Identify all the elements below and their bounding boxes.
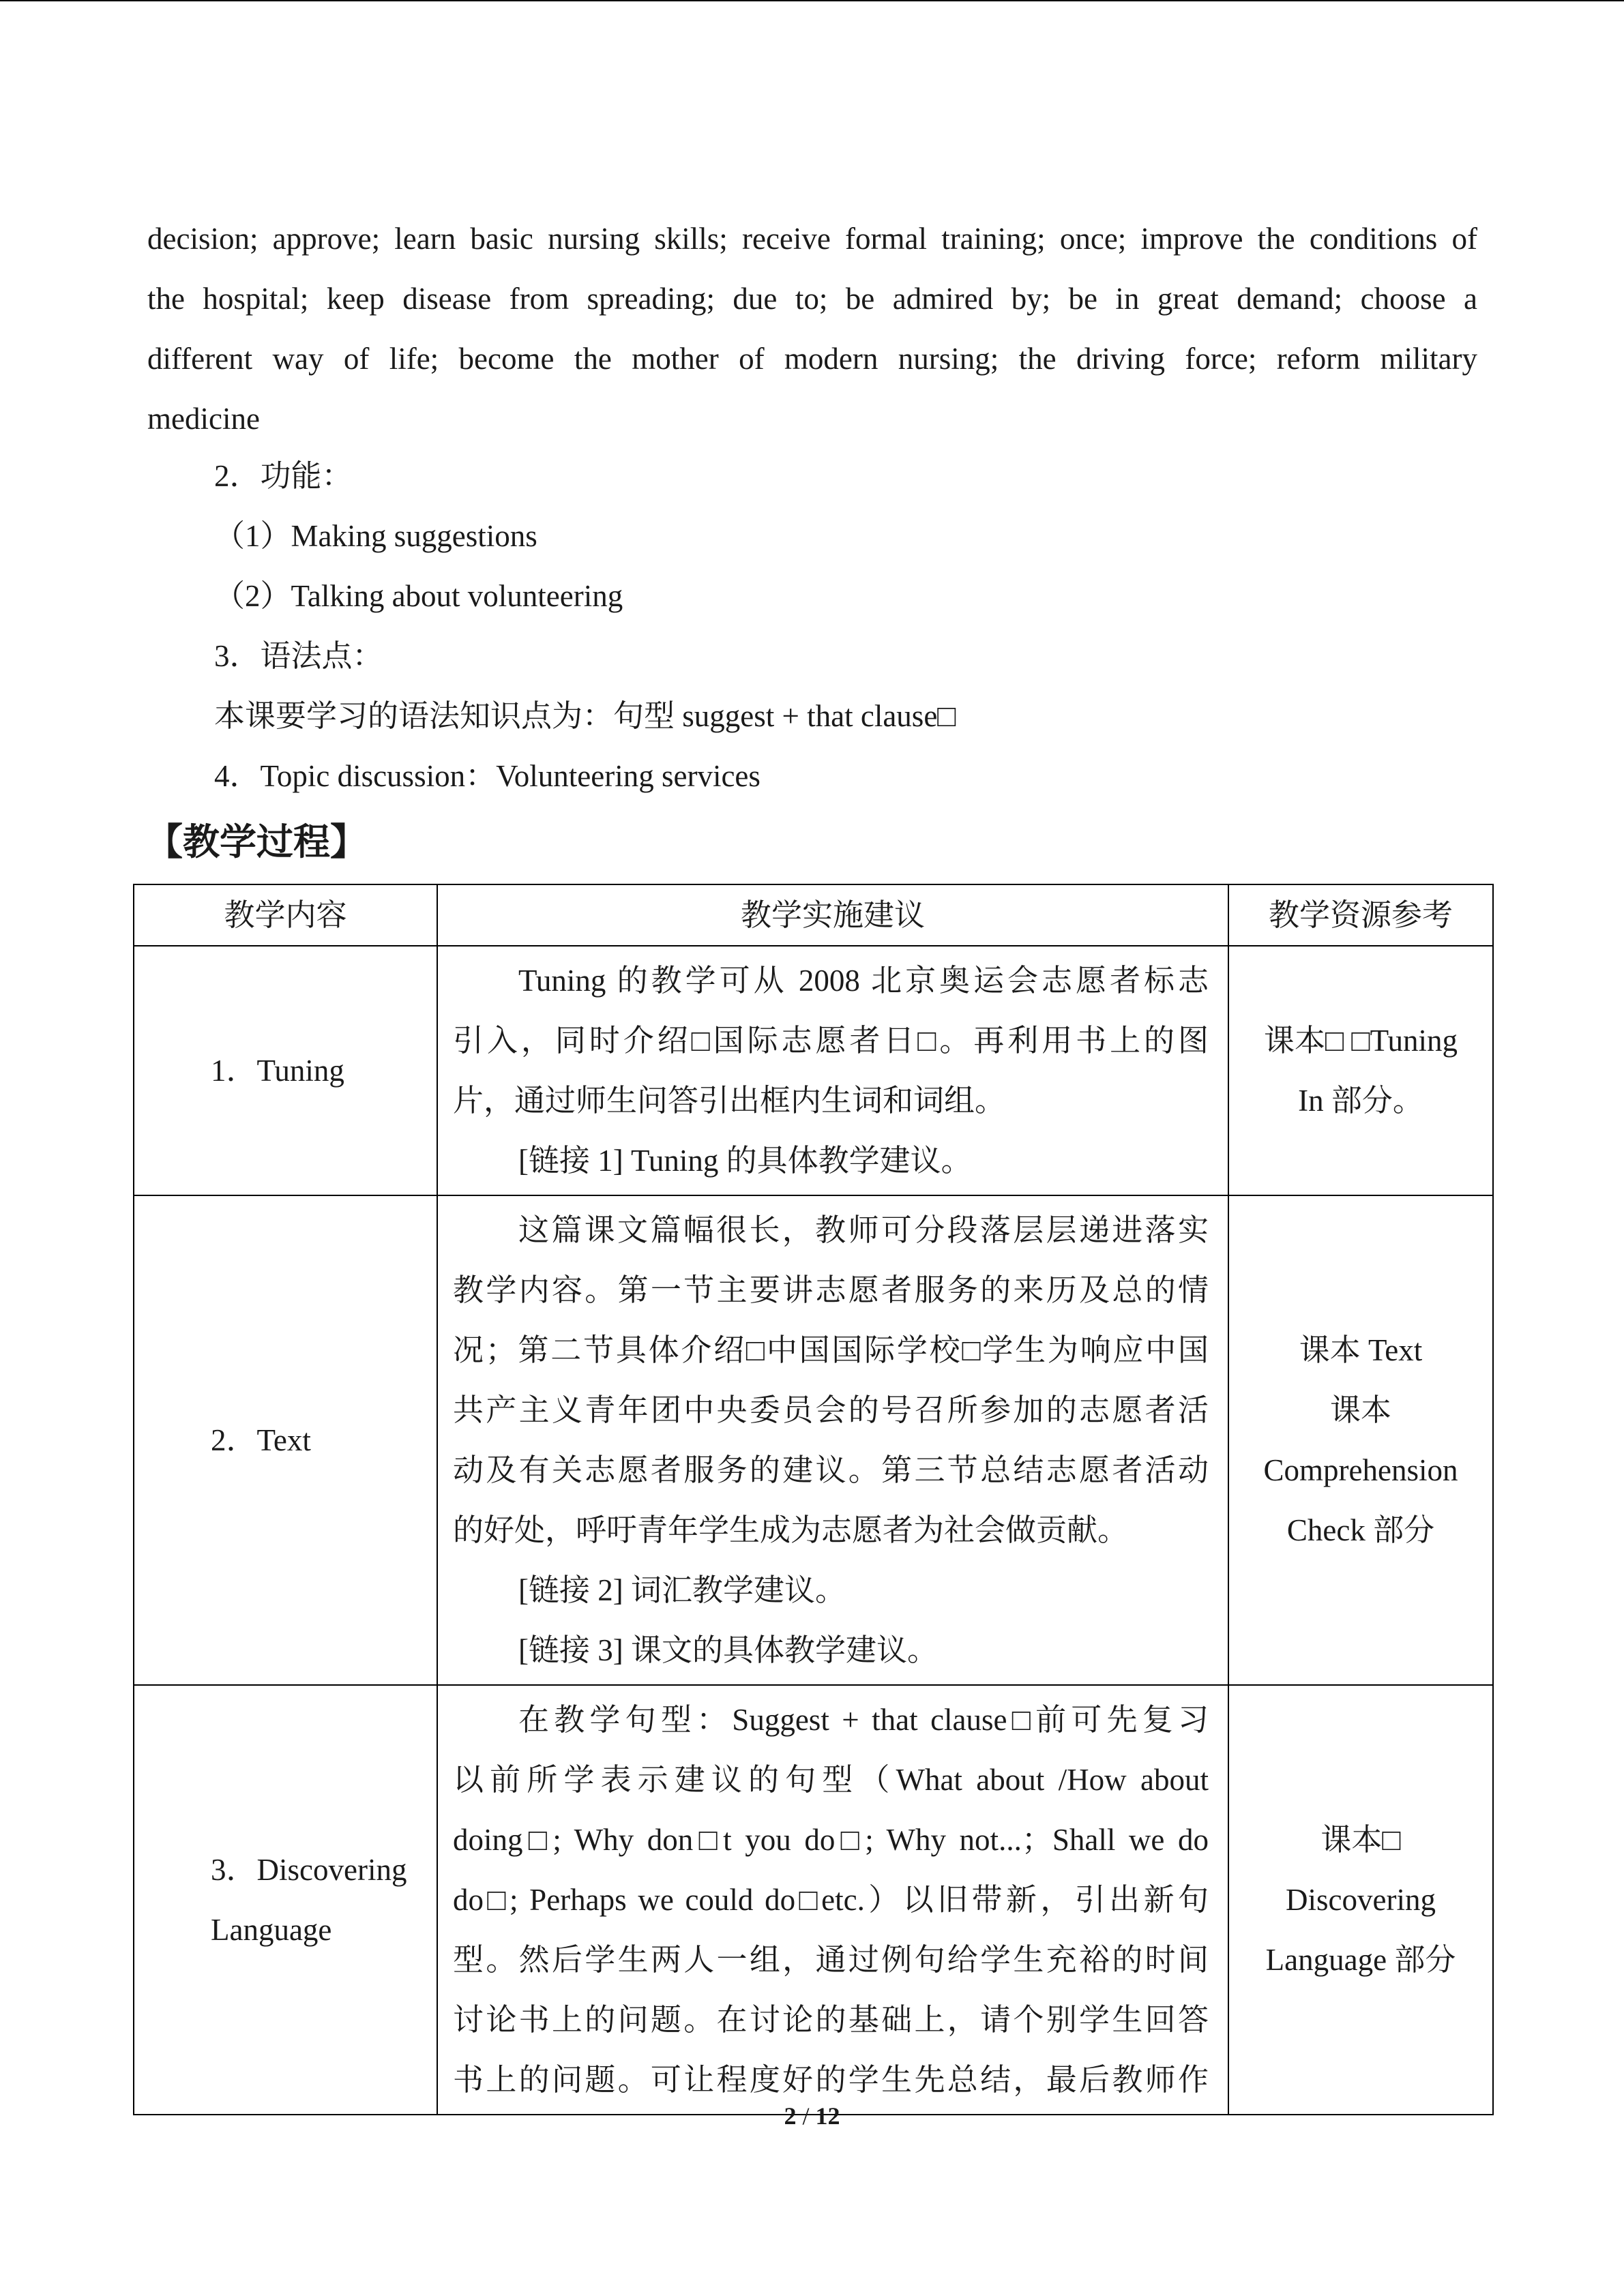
- header-suggestion: 教学实施建议: [437, 884, 1228, 946]
- row-suggestion: [437, 946, 1228, 1195]
- suggestion-line: [链接 2] 词汇教学建议。: [518, 1573, 846, 1607]
- suggestion-line: 书上的问题。可让程度好的学生先总结，最后教师作: [453, 2063, 1209, 2097]
- suggestion-line: do□; Perhaps we could do□etc.）以旧带新，引出新句: [453, 1883, 1209, 1917]
- page-current: 2: [784, 2102, 797, 2130]
- grammar-text: 本课要学习的语法知识点为：句型 suggest + that clause□: [214, 699, 956, 733]
- top-border: [0, 0, 1624, 1]
- row-resource: [1228, 946, 1493, 1195]
- suggestion-line: 共产主义青年团中央委员会的号召所参加的志愿者活: [453, 1393, 1209, 1427]
- page-total: 12: [815, 2102, 840, 2130]
- resource-line: In 部分。: [1298, 1084, 1423, 1118]
- suggestion-line: 这篇课文篇幅很长，教师可分段落层层递进落实: [518, 1213, 1209, 1247]
- suggestion-line: doing□; Why don□t you do□; Why not...；Shall we do: [453, 1823, 1209, 1857]
- row-content: 2．Text: [134, 1195, 437, 1685]
- functions-title: 2．功能：: [214, 459, 353, 493]
- suggestion-line: 的好处，呼吁青年学生成为志愿者为社会做贡献。: [453, 1513, 1129, 1547]
- header-content: 教学内容: [134, 884, 437, 946]
- table-row: [134, 1685, 1493, 2115]
- suggestion-line: 引入，同时介绍□国际志愿者日□。再利用书上的图: [453, 1024, 1209, 1058]
- vocab-line-4: medicine: [147, 402, 260, 436]
- suggestion-line: 型。然后学生两人一组，通过例句给学生充裕的时间: [453, 1943, 1209, 1977]
- row-resource: [1228, 1195, 1493, 1685]
- grammar-title: 3．语法点：: [214, 639, 383, 673]
- teaching-process-table: [133, 884, 1494, 2115]
- row-suggestion: [437, 1685, 1228, 2115]
- vocab-line-1: decision; approve; learn basic nursing skills; receive formal training; once; improve the conditions of: [147, 222, 1477, 256]
- vocab-line-2: the hospital; keep disease from spreading; due to; be admired by; be in great demand; choose a: [147, 282, 1477, 316]
- resource-line: 课本□ □Tuning: [1263, 1024, 1458, 1058]
- suggestion-line: 以前所学表示建议的句型（What about /How about: [453, 1763, 1209, 1797]
- vocab-line-3: different way of life; become the mother of modern nursing; the driving force; reform military: [147, 342, 1477, 376]
- resource-line: Comprehension: [1263, 1453, 1458, 1487]
- function-item-2: （2）Talking about volunteering: [214, 579, 623, 613]
- suggestion-line: 况；第二节具体介绍□中国国际学校□学生为响应中国: [453, 1333, 1209, 1367]
- page-separator: /: [796, 2102, 816, 2130]
- suggestion-line: 片，通过师生问答引出框内生词和词组。: [453, 1084, 1006, 1118]
- row-content: [134, 1685, 437, 2115]
- suggestion-line: [链接 3] 课文的具体教学建议。: [518, 1633, 938, 1667]
- resource-line: Language 部分: [1265, 1943, 1456, 1977]
- content-line: 3．Discovering: [211, 1853, 407, 1887]
- header-resource: 教学资源参考: [1228, 884, 1493, 946]
- resource-line: 课本: [1329, 1393, 1391, 1427]
- content-line: Language: [211, 1913, 332, 1947]
- suggestion-line: 教学内容。第一节主要讲志愿者服务的来历及总的情: [453, 1273, 1209, 1307]
- table-row: [134, 946, 1493, 1195]
- suggestion-line: [链接 1] Tuning 的具体教学建议。: [518, 1144, 972, 1178]
- table-header-row: [134, 884, 1493, 946]
- row-content: 1．Tuning: [134, 946, 437, 1195]
- process-heading: 【教学过程】: [146, 820, 367, 863]
- row-resource: [1228, 1685, 1493, 2115]
- topic-discussion: 4．Topic discussion：Volunteering services: [214, 759, 761, 793]
- resource-line: 课本□: [1320, 1823, 1401, 1857]
- resource-line: 课本 Text: [1299, 1333, 1423, 1367]
- row-suggestion: [437, 1195, 1228, 1685]
- suggestion-line: Tuning 的教学可从 2008 北京奥运会志愿者标志: [518, 964, 1209, 998]
- resource-line: Check 部分: [1286, 1513, 1435, 1547]
- resource-line: Discovering: [1286, 1883, 1436, 1917]
- suggestion-line: 在教学句型：Suggest + that clause□前可先复习: [518, 1703, 1209, 1737]
- page-number: [0, 2102, 1624, 2130]
- suggestion-line: 讨论书上的问题。在讨论的基础上，请个别学生回答: [453, 2003, 1209, 2037]
- function-item-1: （1）Making suggestions: [214, 519, 537, 553]
- table-row: [134, 1195, 1493, 1685]
- suggestion-line: 动及有关志愿者服务的建议。第三节总结志愿者活动: [453, 1453, 1209, 1487]
